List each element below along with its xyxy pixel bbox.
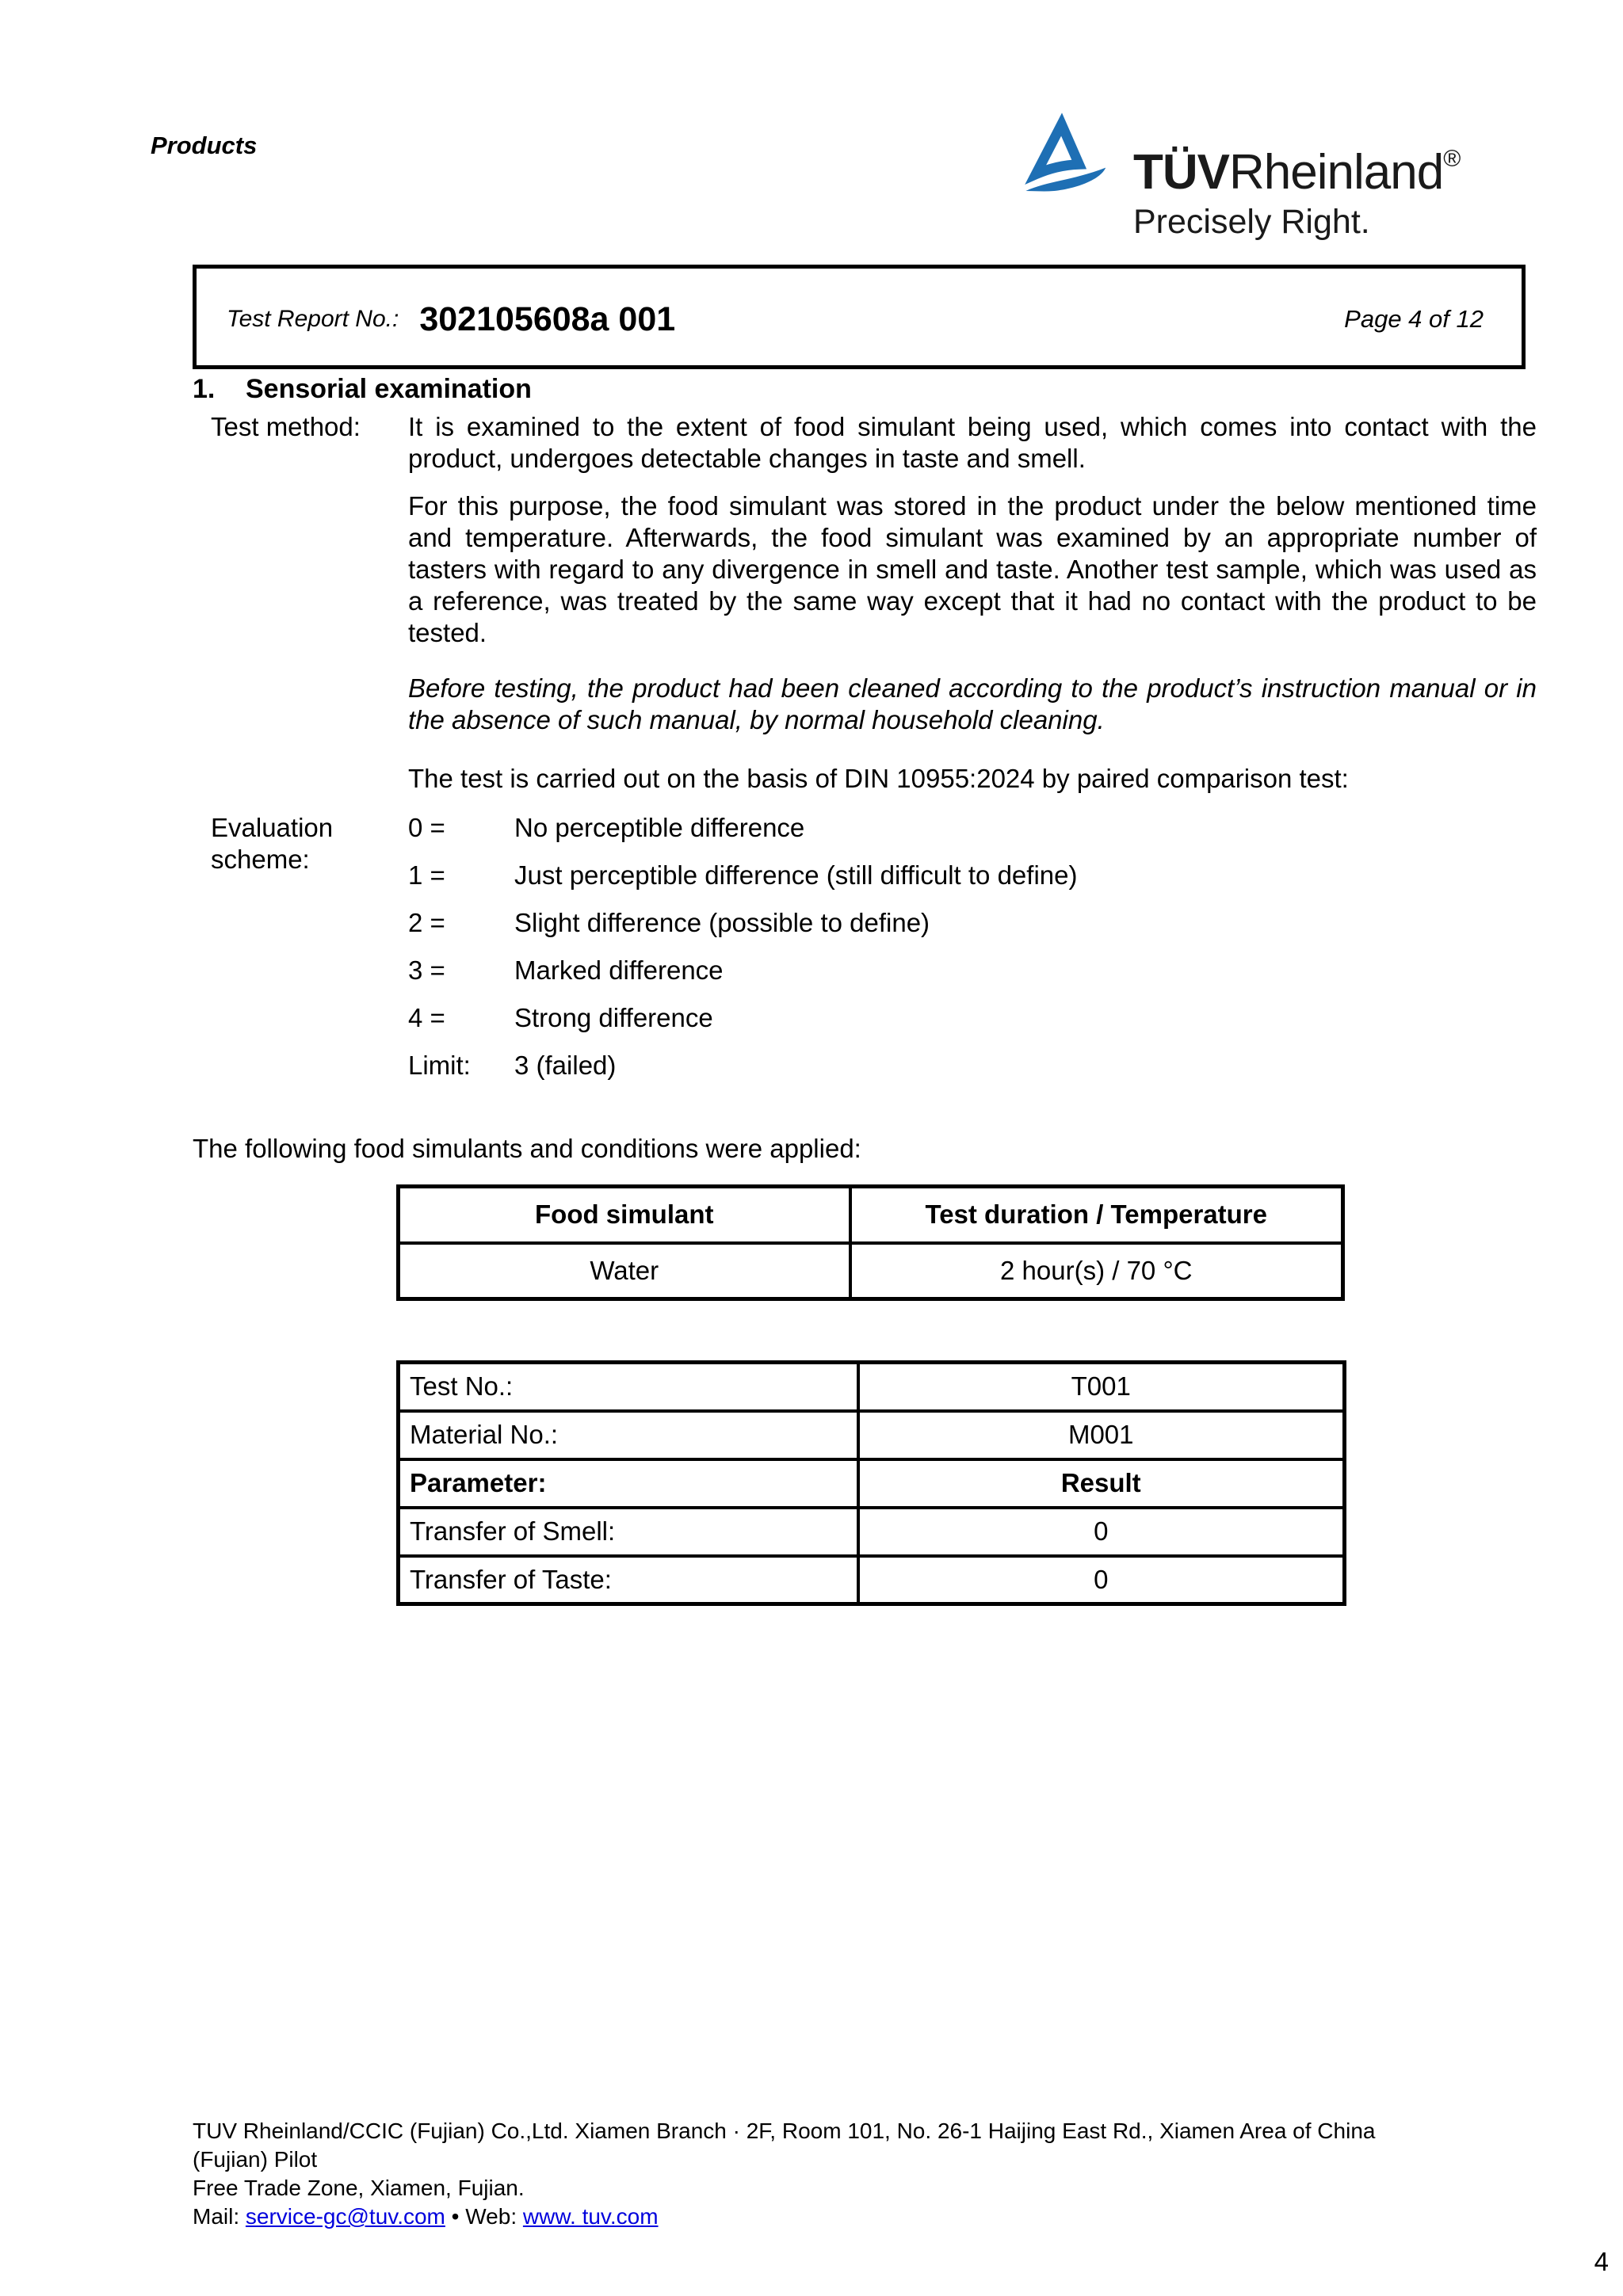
footer-address-line2: Free Trade Zone, Xiamen, Fujian. [193,2176,525,2200]
test-method-paragraph-3-italic: Before testing, the product had been cleaned according to the product’s instruction manual or in the absence of such manual, by normal household cleaning. [408,673,1537,734]
section-heading [193,373,532,405]
table-row [399,1508,1345,1556]
registered-trademark-icon: ® [1443,146,1461,172]
evaluation-description: Just perceptible difference (still difficult to define) [514,860,1078,890]
logo-wordmark [1133,133,1506,199]
report-number-label: Test Report No.: [227,306,399,332]
page-number: 4 [1594,2247,1609,2276]
logo-tagline: Precisely Right. [1133,203,1370,241]
test-method-label: Test method: [211,412,361,441]
mail-label: Mail: [193,2204,240,2229]
tuv-rheinland-logo [1133,133,1506,242]
food-simulant-value: Water [399,1243,850,1299]
row-value: M001 [858,1411,1345,1459]
test-method-paragraph-4: The test is carried out on the basis of DIN 10955:2024 by paired comparison test: [408,764,1349,793]
evaluation-scheme-list [408,812,1537,1097]
row-value: Result [858,1459,1345,1508]
page-indicator: Page 4 of 12 [1344,305,1484,333]
evaluation-label-line1: Evaluation [211,813,334,842]
row-value: 0 [858,1508,1345,1556]
row-label: Transfer of Smell: [399,1508,858,1556]
evaluation-code: 2 = [408,908,445,937]
test-result-table [396,1360,1342,1606]
duration-temperature-value: 2 hour(s) / 70 °C [850,1243,1343,1299]
evaluation-limit-label: Limit: [408,1051,471,1080]
footer-address-block [193,2117,1445,2231]
evaluation-row [408,1002,1537,1034]
evaluation-row [408,860,1537,891]
table-row [399,1243,1343,1299]
evaluation-description: Marked difference [514,955,724,985]
evaluation-label-line2: scheme: [211,845,310,874]
report-number-value: 302105608a 001 [419,299,676,338]
evaluation-code: 4 = [408,1003,445,1032]
report-number-box [193,265,1526,369]
section-number: 1. [193,374,216,404]
row-value: 0 [858,1556,1345,1604]
test-method-paragraph-1: It is examined to the extent of food simulant being used, which comes into contact with the product, undergoes detectable changes in taste and smell. [408,412,1537,473]
products-header-label: Products [151,132,258,159]
evaluation-row [408,812,1537,844]
web-label: Web: [465,2204,517,2229]
row-label: Material No.: [399,1411,858,1459]
evaluation-row [408,955,1537,986]
section-title: Sensorial examination [246,374,532,404]
evaluation-limit-value: 3 (failed) [514,1051,617,1080]
mail-link[interactable]: service-gc@tuv.com [245,2204,445,2229]
table-row [399,1363,1345,1411]
evaluation-code: 0 = [408,813,445,842]
evaluation-limit-row [408,1050,1537,1081]
evaluation-scheme-label [211,812,333,875]
table-row [399,1411,1345,1459]
web-link[interactable]: www. tuv.com [522,2204,659,2229]
evaluation-code: 1 = [408,860,445,890]
bullet-separator: • [451,2204,460,2229]
tuv-rheinland-triangle-icon [1019,113,1119,203]
evaluation-description: Slight difference (possible to define) [514,908,930,937]
duration-temperature-header: Test duration / Temperature [850,1187,1343,1243]
evaluation-row [408,907,1537,939]
food-simulants-intro: The following food simulants and conditions were applied: [193,1134,861,1163]
evaluation-code: 3 = [408,955,445,985]
row-label: Test No.: [399,1363,858,1411]
evaluation-description: No perceptible difference [514,813,805,842]
test-method-text [408,411,1537,795]
test-method-paragraph-2: For this purpose, the food simulant was stored in the product under the below mentioned time and temperature. Afterwards, the food simulant was examined by an appropriate number of tasters with regard to any divergence in smell and taste. Another test sample, which was used as a reference, was treated by the same way except that it had no contact with the product to be tested. [408,491,1537,647]
table-header-row [399,1187,1343,1243]
food-simulant-table [396,1184,1341,1301]
logo-tuv-text: TÜV [1133,145,1229,200]
row-label: Transfer of Taste: [399,1556,858,1604]
footer-address-line1: TUV Rheinland/CCIC (Fujian) Co.,Ltd. Xiamen Branch · 2F, Room 101, No. 26-1 Haijing East Rd., Xiamen Area of China (Fujian) Pilot [193,2119,1376,2172]
food-simulant-header: Food simulant [399,1187,850,1243]
parameter-header-row [399,1459,1345,1508]
footer-contact-line [193,2203,1445,2231]
table-row [399,1556,1345,1604]
logo-rheinland-text: Rheinland [1229,145,1444,200]
row-value: T001 [858,1363,1345,1411]
row-label: Parameter: [399,1459,858,1508]
evaluation-description: Strong difference [514,1003,713,1032]
